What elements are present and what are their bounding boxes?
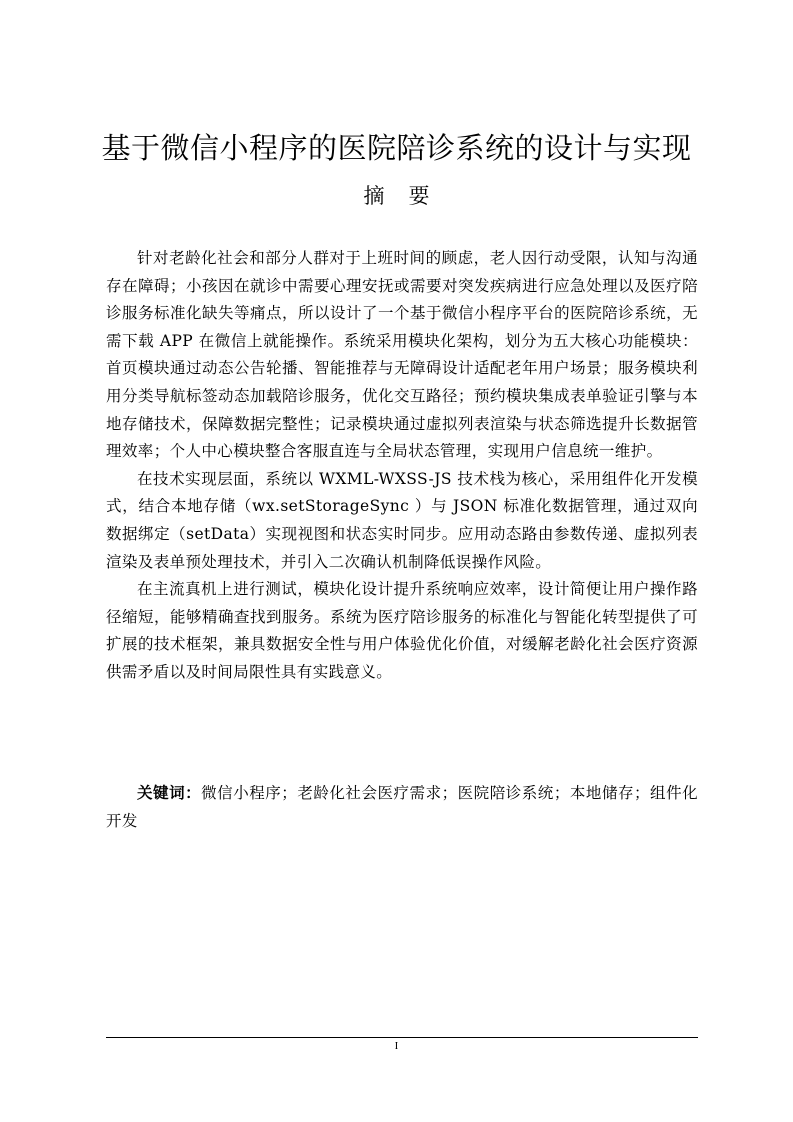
keywords-text: 微信小程序；老龄化社会医疗需求；医院陪诊系统；本地储存；组件化开发	[106, 784, 698, 830]
abstract-body	[106, 245, 698, 687]
footer-divider	[106, 1037, 698, 1038]
document-title: 基于微信小程序的医院陪诊系统的设计与实现	[101, 131, 692, 165]
abstract-paragraph-2: 在技术实现层面，系统以 WXML-WXSS-JS 技术栈为核心，采用组件化开发模式，结合本地存储（wx.setStorageSync ）与 JSON 标准化数据管理，通过双向数据绑定（setData）实现视图和状态实时同步。应用动态路由参数传递、虚拟列表渲染及表单预处理技术，并引入二次确认机制降低误操作风险。	[106, 469, 698, 571]
abstract-paragraph-3: 在主流真机上进行测试，模块化设计提升系统响应效率，设计简便让用户操作路径缩短，能够精确查找到服务。系统为医疗陪诊服务的标准化与智能化转型提供了可扩展的技术框架，兼具数据安全性与用户体验优化价值，对缓解老龄化社会医疗资源供需矛盾以及时间局限性具有实践意义。	[106, 580, 698, 681]
abstract-paragraph-1: 针对老龄化社会和部分人群对于上班时间的顾虑，老人因行动受限，认知与沟通存在障碍；小孩因在就诊中需要心理安抚或需要对突发疾病进行应急处理以及医疗陪诊服务标准化缺失等痛点，所以设计了一个基于微信小程序平台的医院陪诊系统，无需下载 APP 在微信上就能操作。系统采用模块化架构，划分为五大核心功能模块：首页模块通过动态公告轮播、智能推荐与无障碍设计适配老年用户场景；服务模块利用分类导航标签动态加载陪诊服务，优化交互路径；预约模块集成表单验证引擎与本地存储技术，保障数据完整性；记录模块通过虚拟列表渲染与状态筛选提升长数据管理效率；个人中心模块整合客服直连与全局状态管理，实现用户信息统一维护。	[106, 249, 698, 461]
keywords-label: 关键词：	[137, 784, 202, 802]
page-number: I	[394, 1040, 399, 1052]
abstract-heading-char-2: 要	[408, 184, 430, 208]
keywords	[106, 780, 698, 835]
abstract-heading-char-1: 摘	[363, 184, 385, 208]
abstract-heading	[0, 180, 793, 212]
